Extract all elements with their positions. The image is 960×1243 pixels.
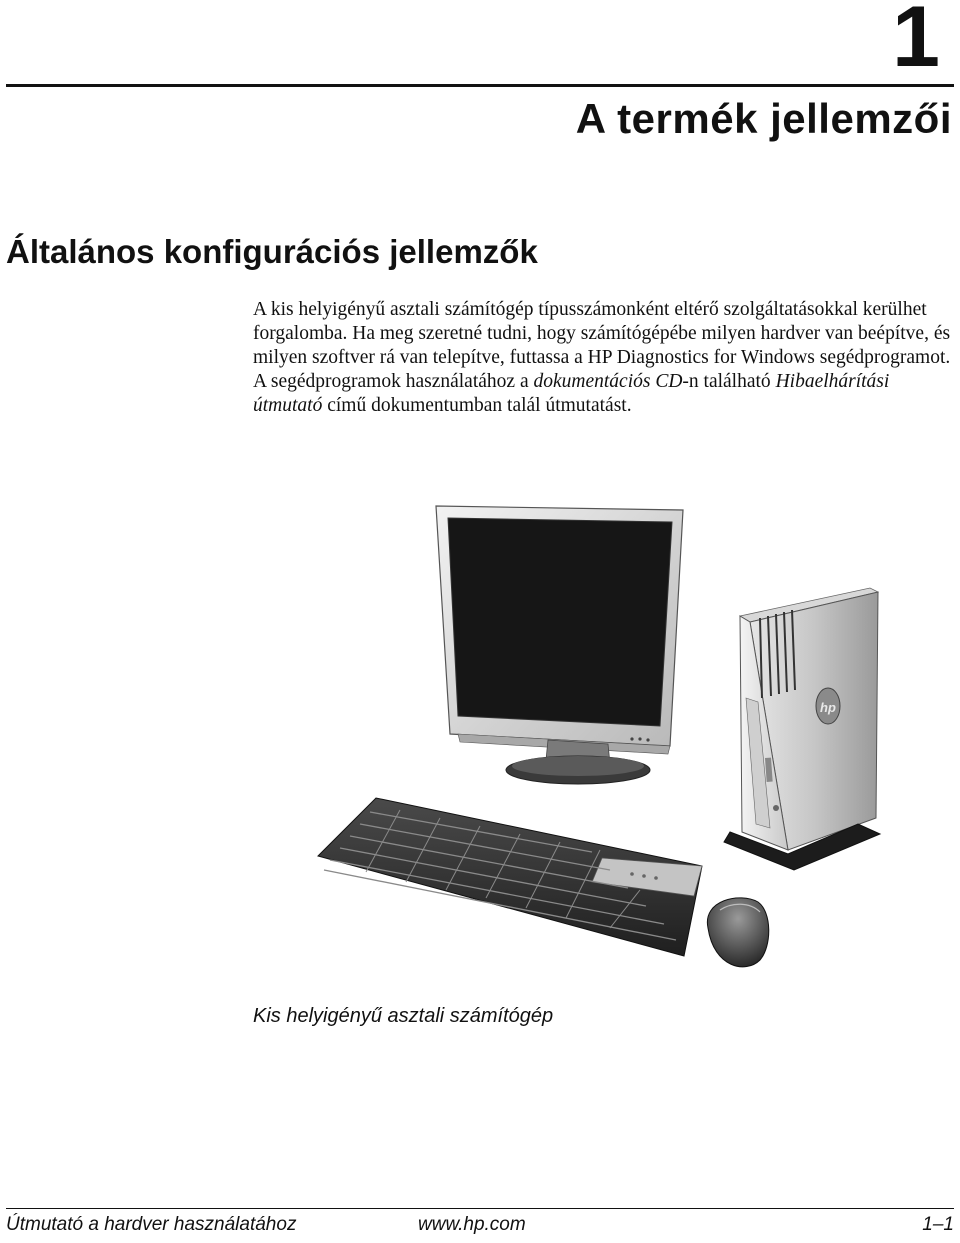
body-emphasis-cd: dokumentációs CD xyxy=(533,371,683,392)
computer-figure xyxy=(310,498,890,978)
body-emphasis-guide: Hibaelhárítási útmutató xyxy=(253,371,890,416)
desktop-tower-illustration xyxy=(724,588,880,870)
figure-caption: Kis helyigényű asztali számítógép xyxy=(253,1005,554,1027)
hp-logo-text: hp xyxy=(820,700,836,715)
body-paragraph xyxy=(253,298,953,418)
footer-url: www.hp.com xyxy=(418,1214,526,1235)
chapter-number: 1 xyxy=(892,0,940,85)
body-text-2: -n található xyxy=(682,371,776,392)
chapter-title: A termék jellemzői xyxy=(575,95,952,142)
footer-rule xyxy=(6,1208,954,1209)
monitor-illustration xyxy=(436,506,683,784)
keyboard-illustration xyxy=(318,798,702,956)
mouse-illustration xyxy=(707,898,768,967)
section-title: Általános konfigurációs jellemzők xyxy=(6,233,538,270)
page-footer xyxy=(6,1214,954,1236)
body-text-1: A kis helyigényű asztali számítógép típusszámonként eltérő szolgáltatásokkal kerülhet forgalomba. Ha meg szeretné tudni, hogy számítógépébe milyen hardver van beépítve, és milyen szoftver rá van telepítve, futtassa a HP Diagnostics for Windows segédprogramot. A segédprogramok használatához a xyxy=(253,299,951,392)
footer-page-number: 1–1 xyxy=(922,1214,954,1235)
header-rule xyxy=(6,84,954,87)
footer-title: Útmutató a hardver használatához xyxy=(6,1214,297,1235)
body-text-3: című dokumentumban talál útmutatást. xyxy=(322,395,632,416)
